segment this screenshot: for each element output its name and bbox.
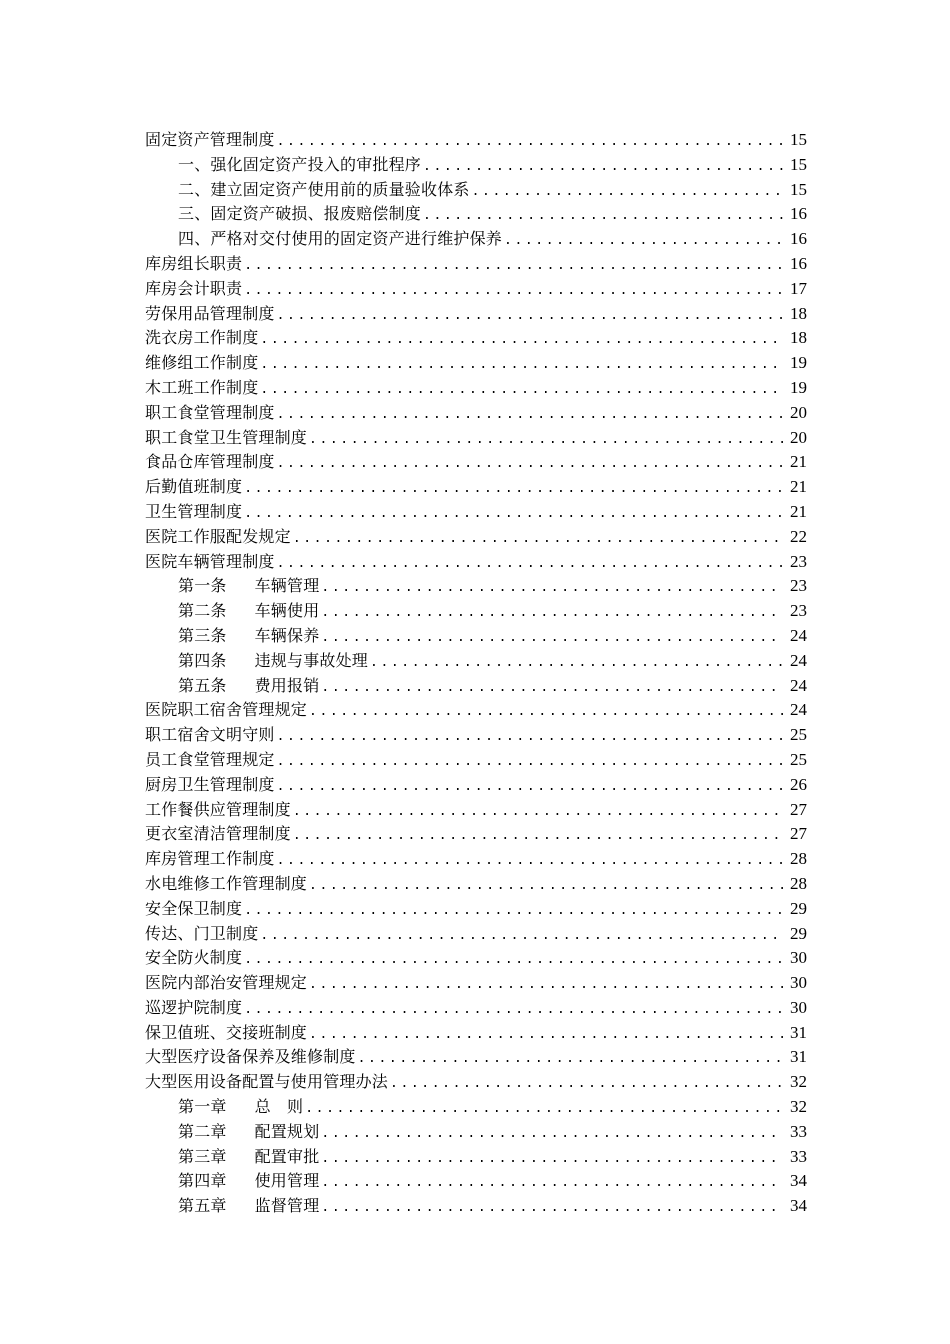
dot-leader [244, 899, 783, 922]
toc-entry-page-number: 15 [790, 179, 807, 199]
toc-entry[interactable] [145, 202, 807, 227]
toc-entry[interactable] [145, 698, 807, 723]
toc-entry-title [145, 302, 275, 327]
toc-entry-page-number: 15 [790, 130, 807, 149]
dot-leader [423, 204, 783, 227]
toc-entry-title-text: 厨房卫生管理制度 [145, 774, 275, 794]
toc-entry-subtitle-text: 车辆使用 [254, 601, 320, 621]
toc-entry-title [178, 624, 319, 649]
toc-entry-subtitle-text: 配置审批 [254, 1146, 320, 1166]
dot-leader [293, 800, 783, 823]
toc-entry-title [145, 822, 291, 847]
toc-entry-title-text: 第二章 [178, 1121, 227, 1141]
toc-entry-page-number: 24 [790, 675, 807, 695]
toc-entry-page-number: 31 [790, 1047, 807, 1067]
toc-entry-title [145, 500, 242, 525]
dot-leader [423, 155, 783, 178]
dot-leader [321, 626, 783, 649]
toc-entry[interactable] [145, 1169, 807, 1194]
toc-entry-title-text: 员工食堂管理规定 [145, 749, 275, 769]
toc-entry[interactable] [145, 872, 807, 897]
toc-entry-page-number: 27 [790, 799, 807, 819]
dot-leader [321, 601, 783, 624]
toc-entry-page-number: 28 [790, 873, 807, 893]
toc-entry-title-text: 职工宿舍文明守则 [145, 725, 275, 745]
toc-entry-title-text: 第五章 [178, 1196, 227, 1216]
toc-entry-title-text: 安全保卫制度 [145, 898, 243, 918]
toc-entry[interactable] [145, 624, 807, 649]
toc-entry-title-text: 更衣室清洁管理制度 [145, 824, 291, 844]
toc-entry-page-number: 20 [790, 427, 807, 447]
dot-leader [309, 700, 783, 723]
toc-entry-title [178, 1120, 319, 1145]
toc-entry-subtitle-text: 使用管理 [254, 1171, 320, 1191]
toc-entry-title-text: 劳保用品管理制度 [145, 303, 275, 323]
toc-entry-title-text: 大型医用设备配置与使用管理办法 [145, 1072, 389, 1092]
toc-entry-page-number: 23 [790, 601, 807, 621]
dot-leader [244, 254, 783, 277]
toc-entry-title-text: 第二条 [178, 601, 227, 621]
toc-entry-title-text: 库房会计职责 [145, 278, 243, 298]
toc-entry-title-text: 医院车辆管理制度 [145, 551, 275, 571]
toc-entry-title-text: 食品仓库管理制度 [145, 452, 275, 472]
toc-entry-page-number: 20 [790, 402, 807, 422]
toc-entry[interactable] [145, 674, 807, 699]
dot-leader [244, 279, 783, 302]
toc-entry[interactable] [145, 277, 807, 302]
dot-leader [390, 1072, 783, 1095]
toc-entry-page-number: 32 [790, 1097, 807, 1117]
dot-leader [260, 924, 783, 947]
toc-entry-title [145, 252, 242, 277]
toc-entry[interactable] [145, 822, 807, 847]
toc-entry-title-text: 卫生管理制度 [145, 501, 243, 521]
toc-entry-page-number: 19 [790, 353, 807, 373]
toc-entry[interactable] [145, 128, 807, 153]
toc-entry-page-number: 16 [790, 229, 807, 249]
dot-leader [309, 428, 783, 451]
toc-entry-subtitle-text: 总 则 [254, 1097, 304, 1117]
toc-entry[interactable] [145, 1021, 807, 1046]
toc-entry-title [178, 599, 319, 624]
dot-leader [321, 576, 783, 599]
dot-leader [321, 1122, 783, 1145]
dot-leader [260, 328, 783, 351]
toc-entry-title [178, 178, 470, 203]
toc-entry-title [145, 550, 275, 575]
dot-leader [472, 180, 783, 203]
toc-entry-title-text: 第四章 [178, 1171, 227, 1191]
dot-leader [504, 229, 783, 252]
toc-entry-title-text: 二、建立固定资产使用前的质量验收体系 [178, 179, 470, 199]
toc-entry-title [145, 872, 307, 897]
toc-entry-title-text: 维修组工作制度 [145, 353, 259, 373]
toc-entry-page-number: 30 [790, 973, 807, 993]
toc-entry-subtitle-text: 车辆管理 [254, 576, 320, 596]
toc-entry[interactable] [145, 475, 807, 500]
dot-leader [244, 998, 783, 1021]
toc-entry-title [145, 525, 291, 550]
toc-entry-title-text: 后勤值班制度 [145, 477, 243, 497]
toc-entry-title-text: 医院内部治安管理规定 [145, 973, 308, 993]
dot-leader [277, 403, 783, 426]
toc-entry[interactable] [145, 302, 807, 327]
toc-entry-title [145, 1021, 307, 1046]
toc-entry-page-number: 27 [790, 824, 807, 844]
toc-entry-page-number: 23 [790, 551, 807, 571]
toc-entry-page-number: 29 [790, 923, 807, 943]
toc-entry-page-number: 24 [790, 700, 807, 720]
dot-leader [305, 1097, 783, 1120]
table-of-contents [145, 128, 807, 1219]
dot-leader [277, 452, 783, 475]
toc-entry-title-text: 三、固定资产破损、报废赔偿制度 [178, 204, 422, 224]
dot-leader [370, 651, 783, 674]
toc-entry[interactable] [145, 649, 807, 674]
toc-entry-title [145, 996, 242, 1021]
toc-entry-title [145, 376, 258, 401]
toc-entry-title [145, 1045, 356, 1070]
toc-entry-title-text: 第一条 [178, 576, 227, 596]
dot-leader [309, 1023, 783, 1046]
toc-entry-page-number: 29 [790, 898, 807, 918]
toc-entry[interactable] [145, 748, 807, 773]
toc-entry[interactable] [145, 525, 807, 550]
toc-entry-title [145, 723, 275, 748]
toc-entry[interactable] [145, 922, 807, 947]
toc-entry-page-number: 21 [790, 452, 807, 472]
toc-entry-title [145, 946, 242, 971]
dot-leader [277, 304, 783, 327]
toc-entry-title [145, 450, 275, 475]
toc-entry[interactable] [145, 351, 807, 376]
toc-entry[interactable] [145, 897, 807, 922]
toc-entry[interactable] [145, 252, 807, 277]
toc-entry-page-number: 28 [790, 849, 807, 869]
toc-entry-page-number: 26 [790, 774, 807, 794]
dot-leader [293, 824, 783, 847]
toc-entry[interactable] [145, 376, 807, 401]
dot-leader [277, 130, 783, 153]
toc-entry-page-number: 24 [790, 650, 807, 670]
dot-leader [277, 725, 783, 748]
toc-entry-page-number: 34 [790, 1171, 807, 1191]
toc-entry-title [145, 1070, 388, 1095]
toc-entry-title-text: 巡逻护院制度 [145, 997, 243, 1017]
toc-entry-title-text: 安全防火制度 [145, 948, 243, 968]
dot-leader [309, 973, 783, 996]
toc-entry-page-number: 30 [790, 997, 807, 1017]
toc-entry-title [145, 922, 258, 947]
dot-leader [260, 353, 783, 376]
toc-entry-title-text: 库房组长职责 [145, 253, 243, 273]
toc-entry-title-text: 库房管理工作制度 [145, 849, 275, 869]
toc-entry-page-number: 33 [790, 1121, 807, 1141]
dot-leader [293, 527, 783, 550]
toc-entry-title [178, 1145, 319, 1170]
toc-entry-title-text: 保卫值班、交接班制度 [145, 1022, 308, 1042]
toc-entry[interactable] [145, 227, 807, 252]
toc-entry-title [178, 227, 502, 252]
toc-entry[interactable] [145, 723, 807, 748]
toc-entry-page-number: 25 [790, 725, 807, 745]
toc-entry-subtitle-text: 费用报销 [254, 675, 320, 695]
toc-entry-page-number: 21 [790, 477, 807, 497]
toc-entry[interactable] [145, 574, 807, 599]
dot-leader [321, 1171, 783, 1194]
toc-entry[interactable] [145, 798, 807, 823]
toc-entry-page-number: 19 [790, 377, 807, 397]
toc-entry-title [178, 1194, 319, 1219]
toc-entry-title-text: 医院工作服配发规定 [145, 526, 291, 546]
toc-entry-title [178, 1095, 303, 1120]
toc-entry[interactable] [145, 773, 807, 798]
dot-leader [277, 750, 783, 773]
toc-entry[interactable] [145, 847, 807, 872]
toc-entry-title-text: 四、严格对交付使用的固定资产进行维护保养 [178, 229, 503, 249]
toc-entry-title-text: 传达、门卫制度 [145, 923, 259, 943]
toc-entry-title-text: 医院职工宿舍管理规定 [145, 700, 308, 720]
toc-entry-title-text: 职工食堂管理制度 [145, 402, 275, 422]
toc-entry[interactable] [145, 946, 807, 971]
toc-entry[interactable] [145, 971, 807, 996]
toc-entry-title [178, 202, 421, 227]
toc-entry-page-number: 18 [790, 328, 807, 348]
toc-entry-page-number: 23 [790, 576, 807, 596]
toc-entry[interactable] [145, 996, 807, 1021]
toc-entry-title [178, 153, 421, 178]
toc-entry-page-number: 17 [790, 278, 807, 298]
toc-entry[interactable] [145, 153, 807, 178]
toc-entry-title [145, 401, 275, 426]
dot-leader [244, 948, 783, 971]
toc-entry-page-number: 16 [790, 204, 807, 224]
dot-leader [244, 477, 783, 500]
toc-entry-subtitle-text: 配置规划 [254, 1121, 320, 1141]
toc-entry-page-number: 32 [790, 1072, 807, 1092]
toc-entry-title-text: 水电维修工作管理制度 [145, 873, 308, 893]
dot-leader [277, 775, 783, 798]
toc-entry[interactable] [145, 500, 807, 525]
toc-entry-page-number: 21 [790, 501, 807, 521]
toc-entry-title [178, 574, 319, 599]
toc-entry-subtitle-text: 违规与事故处理 [254, 650, 369, 670]
dot-leader [244, 502, 783, 525]
toc-entry-title-text: 第三章 [178, 1146, 227, 1166]
toc-entry-page-number: 24 [790, 625, 807, 645]
toc-entry[interactable] [145, 326, 807, 351]
dot-leader [260, 378, 783, 401]
toc-entry-title-text: 第五条 [178, 675, 227, 695]
toc-entry-page-number: 34 [790, 1196, 807, 1216]
toc-entry[interactable] [145, 1045, 807, 1070]
toc-entry-title [145, 798, 291, 823]
toc-entry-subtitle-text: 监督管理 [254, 1196, 320, 1216]
toc-entry-title [145, 475, 242, 500]
toc-entry-title [145, 351, 258, 376]
toc-entry-page-number: 33 [790, 1146, 807, 1166]
toc-entry-title-text: 固定资产管理制度 [145, 130, 275, 149]
dot-leader [321, 676, 783, 699]
toc-entry-page-number: 18 [790, 303, 807, 323]
toc-entry-title [178, 1169, 319, 1194]
toc-entry-page-number: 16 [790, 253, 807, 273]
toc-entry[interactable] [145, 450, 807, 475]
toc-entry-page-number: 30 [790, 948, 807, 968]
toc-entry-title-text: 工作餐供应管理制度 [145, 799, 291, 819]
dot-leader [277, 849, 783, 872]
toc-entry-title-text: 洗衣房工作制度 [145, 328, 259, 348]
toc-entry-page-number: 15 [790, 154, 807, 174]
toc-entry-page-number: 31 [790, 1022, 807, 1042]
toc-entry-title-text: 一、强化固定资产投入的审批程序 [178, 154, 422, 174]
toc-entry[interactable] [145, 1070, 807, 1095]
toc-entry-title [145, 698, 307, 723]
toc-entry[interactable] [145, 426, 807, 451]
dot-leader [309, 874, 783, 897]
dot-leader [358, 1047, 783, 1070]
toc-entry-title [145, 773, 275, 798]
toc-entry-title-text: 第四条 [178, 650, 227, 670]
toc-entry-title [145, 897, 242, 922]
toc-entry-title [145, 847, 275, 872]
dot-leader [277, 552, 783, 575]
toc-entry-title [178, 674, 319, 699]
toc-entry-title [145, 326, 258, 351]
toc-entry[interactable] [145, 1095, 807, 1120]
toc-entry-page-number: 25 [790, 749, 807, 769]
toc-entry-title-text: 大型医疗设备保养及维修制度 [145, 1047, 356, 1067]
toc-entry-title [145, 426, 307, 451]
toc-entry[interactable] [145, 1145, 807, 1170]
toc-entry-title-text: 第三条 [178, 625, 227, 645]
toc-entry-title-text: 木工班工作制度 [145, 377, 259, 397]
toc-entry[interactable] [145, 1120, 807, 1145]
toc-entry[interactable] [145, 1194, 807, 1219]
toc-entry-title-text: 职工食堂卫生管理制度 [145, 427, 308, 447]
toc-entry-page-number: 22 [790, 526, 807, 546]
toc-entry[interactable] [145, 401, 807, 426]
toc-entry-title [178, 649, 368, 674]
toc-entry-title [145, 748, 275, 773]
toc-entry[interactable] [145, 599, 807, 624]
toc-entry-title-text: 第一章 [178, 1097, 227, 1117]
dot-leader [321, 1147, 783, 1170]
toc-entry-subtitle-text: 车辆保养 [254, 625, 320, 645]
toc-entry[interactable] [145, 550, 807, 575]
dot-leader [321, 1196, 783, 1219]
toc-entry-title [145, 128, 275, 153]
toc-entry-title [145, 971, 307, 996]
toc-entry[interactable] [145, 178, 807, 203]
toc-entry-title [145, 277, 242, 302]
